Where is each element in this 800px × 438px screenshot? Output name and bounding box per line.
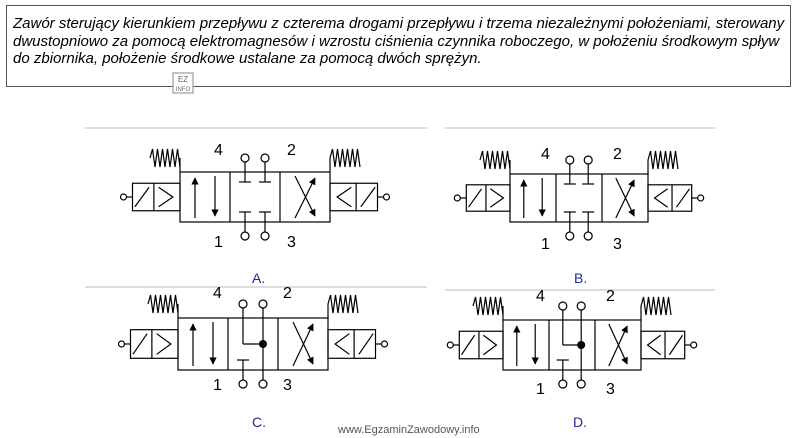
port-1-label: 1 — [214, 234, 223, 251]
port-circle — [559, 302, 567, 310]
right-solenoid — [676, 189, 689, 207]
port-circle — [584, 156, 592, 164]
footer-link[interactable]: www.EgzaminZawodowy.info — [338, 424, 480, 436]
option-a-label[interactable]: A. — [252, 270, 266, 286]
port-circle — [239, 380, 247, 388]
valve-body — [180, 172, 330, 222]
valve-symbol-d — [447, 297, 696, 388]
left-solenoid — [133, 334, 147, 355]
port-circle — [577, 302, 585, 310]
right-electric-terminal — [691, 342, 697, 348]
port-circle — [259, 300, 267, 308]
flow-arrow — [295, 178, 315, 218]
valve-symbol-a — [121, 149, 390, 240]
port-4-label: 4 — [214, 142, 223, 159]
port-2-label: 2 — [287, 142, 296, 159]
port-4-label: 4 — [541, 146, 550, 163]
port-circle — [261, 154, 269, 162]
flow-arrow — [616, 178, 634, 216]
right-solenoid — [361, 187, 375, 207]
right-electric-terminal — [698, 195, 704, 201]
flow-arrow — [295, 176, 315, 216]
port-4-label: 4 — [536, 288, 545, 305]
port-circle — [566, 156, 574, 164]
right-solenoid — [359, 334, 373, 355]
right-spring — [648, 151, 678, 169]
left-spring — [473, 297, 503, 315]
port-3-label: 3 — [287, 234, 296, 251]
port-3-label: 3 — [283, 377, 292, 394]
port-2-label: 2 — [283, 285, 292, 302]
port-circle — [566, 232, 574, 240]
left-spring — [480, 151, 510, 169]
option-c-label[interactable]: C. — [252, 414, 266, 430]
valve-body — [510, 174, 648, 222]
left-electric-terminal — [121, 194, 127, 200]
right-solenoid — [669, 335, 682, 355]
valve-symbol-b — [454, 151, 703, 240]
question-text: Zawór sterujący kierunkiem przepływu z czterema drogami przepływu i trzema niezależnymi położeniami, sterowany dwustopniowo za pomocą elektromagnesów i wzrostu ciśnienia czynnika roboczego, w położeniu środkowym spływ do zbiornika, położenie środkowe ustalane za pomocą dwóch sprężyn. — [13, 15, 785, 67]
left-pilot-arrow — [159, 187, 173, 207]
right-pilot-arrow — [655, 189, 668, 207]
left-electric-terminal — [454, 195, 460, 201]
flow-arrow — [616, 180, 634, 218]
flow-arrow — [293, 322, 313, 364]
junction-dot — [259, 340, 267, 348]
right-spring — [328, 295, 358, 313]
left-solenoid — [468, 189, 481, 207]
valve-symbol-c — [119, 295, 388, 388]
left-solenoid — [461, 335, 474, 355]
port-circle — [239, 300, 247, 308]
right-pilot-arrow — [648, 335, 661, 355]
junction-dot — [577, 341, 585, 349]
port-circle — [584, 232, 592, 240]
option-d-label[interactable]: D. — [573, 414, 587, 430]
port-3-label: 3 — [606, 381, 615, 398]
left-pilot-arrow — [157, 334, 171, 355]
left-electric-terminal — [447, 342, 453, 348]
port-circle — [559, 380, 567, 388]
port-circle — [259, 380, 267, 388]
left-spring — [150, 149, 180, 167]
port-2-label: 2 — [606, 288, 615, 305]
flow-arrow — [609, 324, 627, 364]
port-circle — [577, 380, 585, 388]
left-spring — [148, 295, 178, 313]
port-2-label: 2 — [613, 146, 622, 163]
port-1-label: 1 — [536, 381, 545, 398]
port-4-label: 4 — [213, 285, 222, 302]
left-pilot-arrow — [483, 335, 496, 355]
svg-text:INFO: INFO — [175, 87, 191, 93]
right-spring — [330, 149, 360, 167]
port-1-label: 1 — [213, 377, 222, 394]
right-pilot-arrow — [335, 334, 349, 355]
right-spring — [641, 297, 671, 315]
left-pilot-arrow — [490, 189, 503, 207]
svg-text:EZ: EZ — [177, 75, 189, 84]
right-pilot-arrow — [337, 187, 351, 207]
flow-arrow — [609, 326, 627, 366]
option-b-label[interactable]: B. — [574, 270, 588, 286]
left-electric-terminal — [119, 341, 125, 347]
port-1-label: 1 — [541, 236, 550, 253]
port-circle — [261, 232, 269, 240]
port-circle — [241, 154, 249, 162]
right-electric-terminal — [382, 341, 388, 347]
left-solenoid — [135, 187, 149, 207]
right-electric-terminal — [384, 194, 390, 200]
port-circle — [241, 232, 249, 240]
flow-arrow — [293, 324, 313, 366]
port-3-label: 3 — [613, 236, 622, 253]
